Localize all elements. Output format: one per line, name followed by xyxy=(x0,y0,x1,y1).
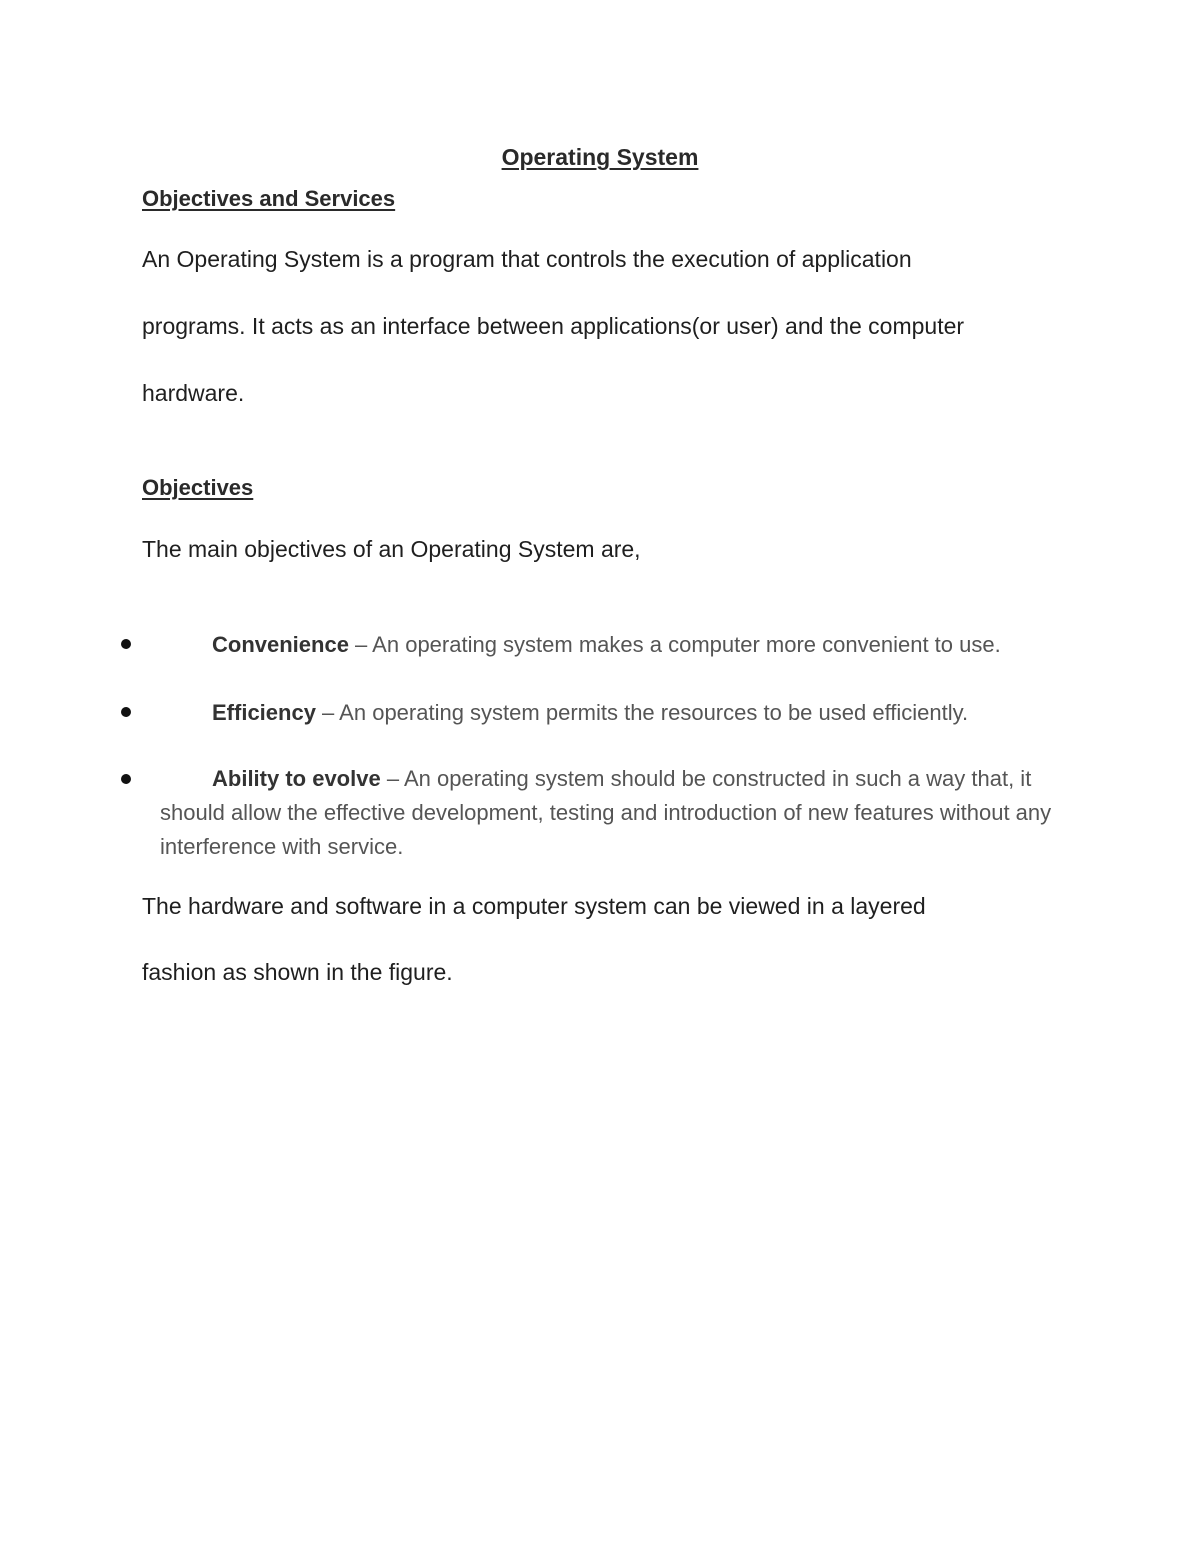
bullet-item-ability-to-evolve xyxy=(160,762,1080,864)
bullet-term: Ability to evolve xyxy=(212,766,381,791)
bullet-term: Efficiency xyxy=(212,700,316,725)
bullet-term: Convenience xyxy=(212,632,349,657)
bullet-description: – An operating system makes a computer more convenient to use. xyxy=(348,632,1001,657)
bullet-description: – An operating system permits the resources to be used efficiently. xyxy=(315,700,969,725)
bullet-dot-3 xyxy=(121,774,131,784)
closing-line-1: The hardware and software in a computer system can be viewed in a layered xyxy=(142,893,926,919)
bullet-dot-2 xyxy=(121,707,131,717)
closing-line-2: fashion as shown in the figure. xyxy=(142,959,453,985)
objectives-heading: Objectives xyxy=(142,475,254,500)
intro-line-3: hardware. xyxy=(142,380,245,406)
bullet-item-efficiency xyxy=(160,696,1080,730)
section-heading: Objectives and Services xyxy=(142,186,396,211)
bullet-item-convenience xyxy=(160,628,1080,662)
bullet-dot-1 xyxy=(121,639,131,649)
intro-line-2: programs. It acts as an interface between applications(or user) and the computer xyxy=(142,313,965,339)
intro-line-1: An Operating System is a program that controls the execution of application xyxy=(142,246,912,272)
bullet-description: – An operating system should be constructed in such a way that, it should allow the effective development, testing and introduction of new features without any interference with service. xyxy=(160,766,1052,859)
document-title: Operating System xyxy=(501,144,699,170)
objectives-intro: The main objectives of an Operating System are, xyxy=(142,536,641,562)
